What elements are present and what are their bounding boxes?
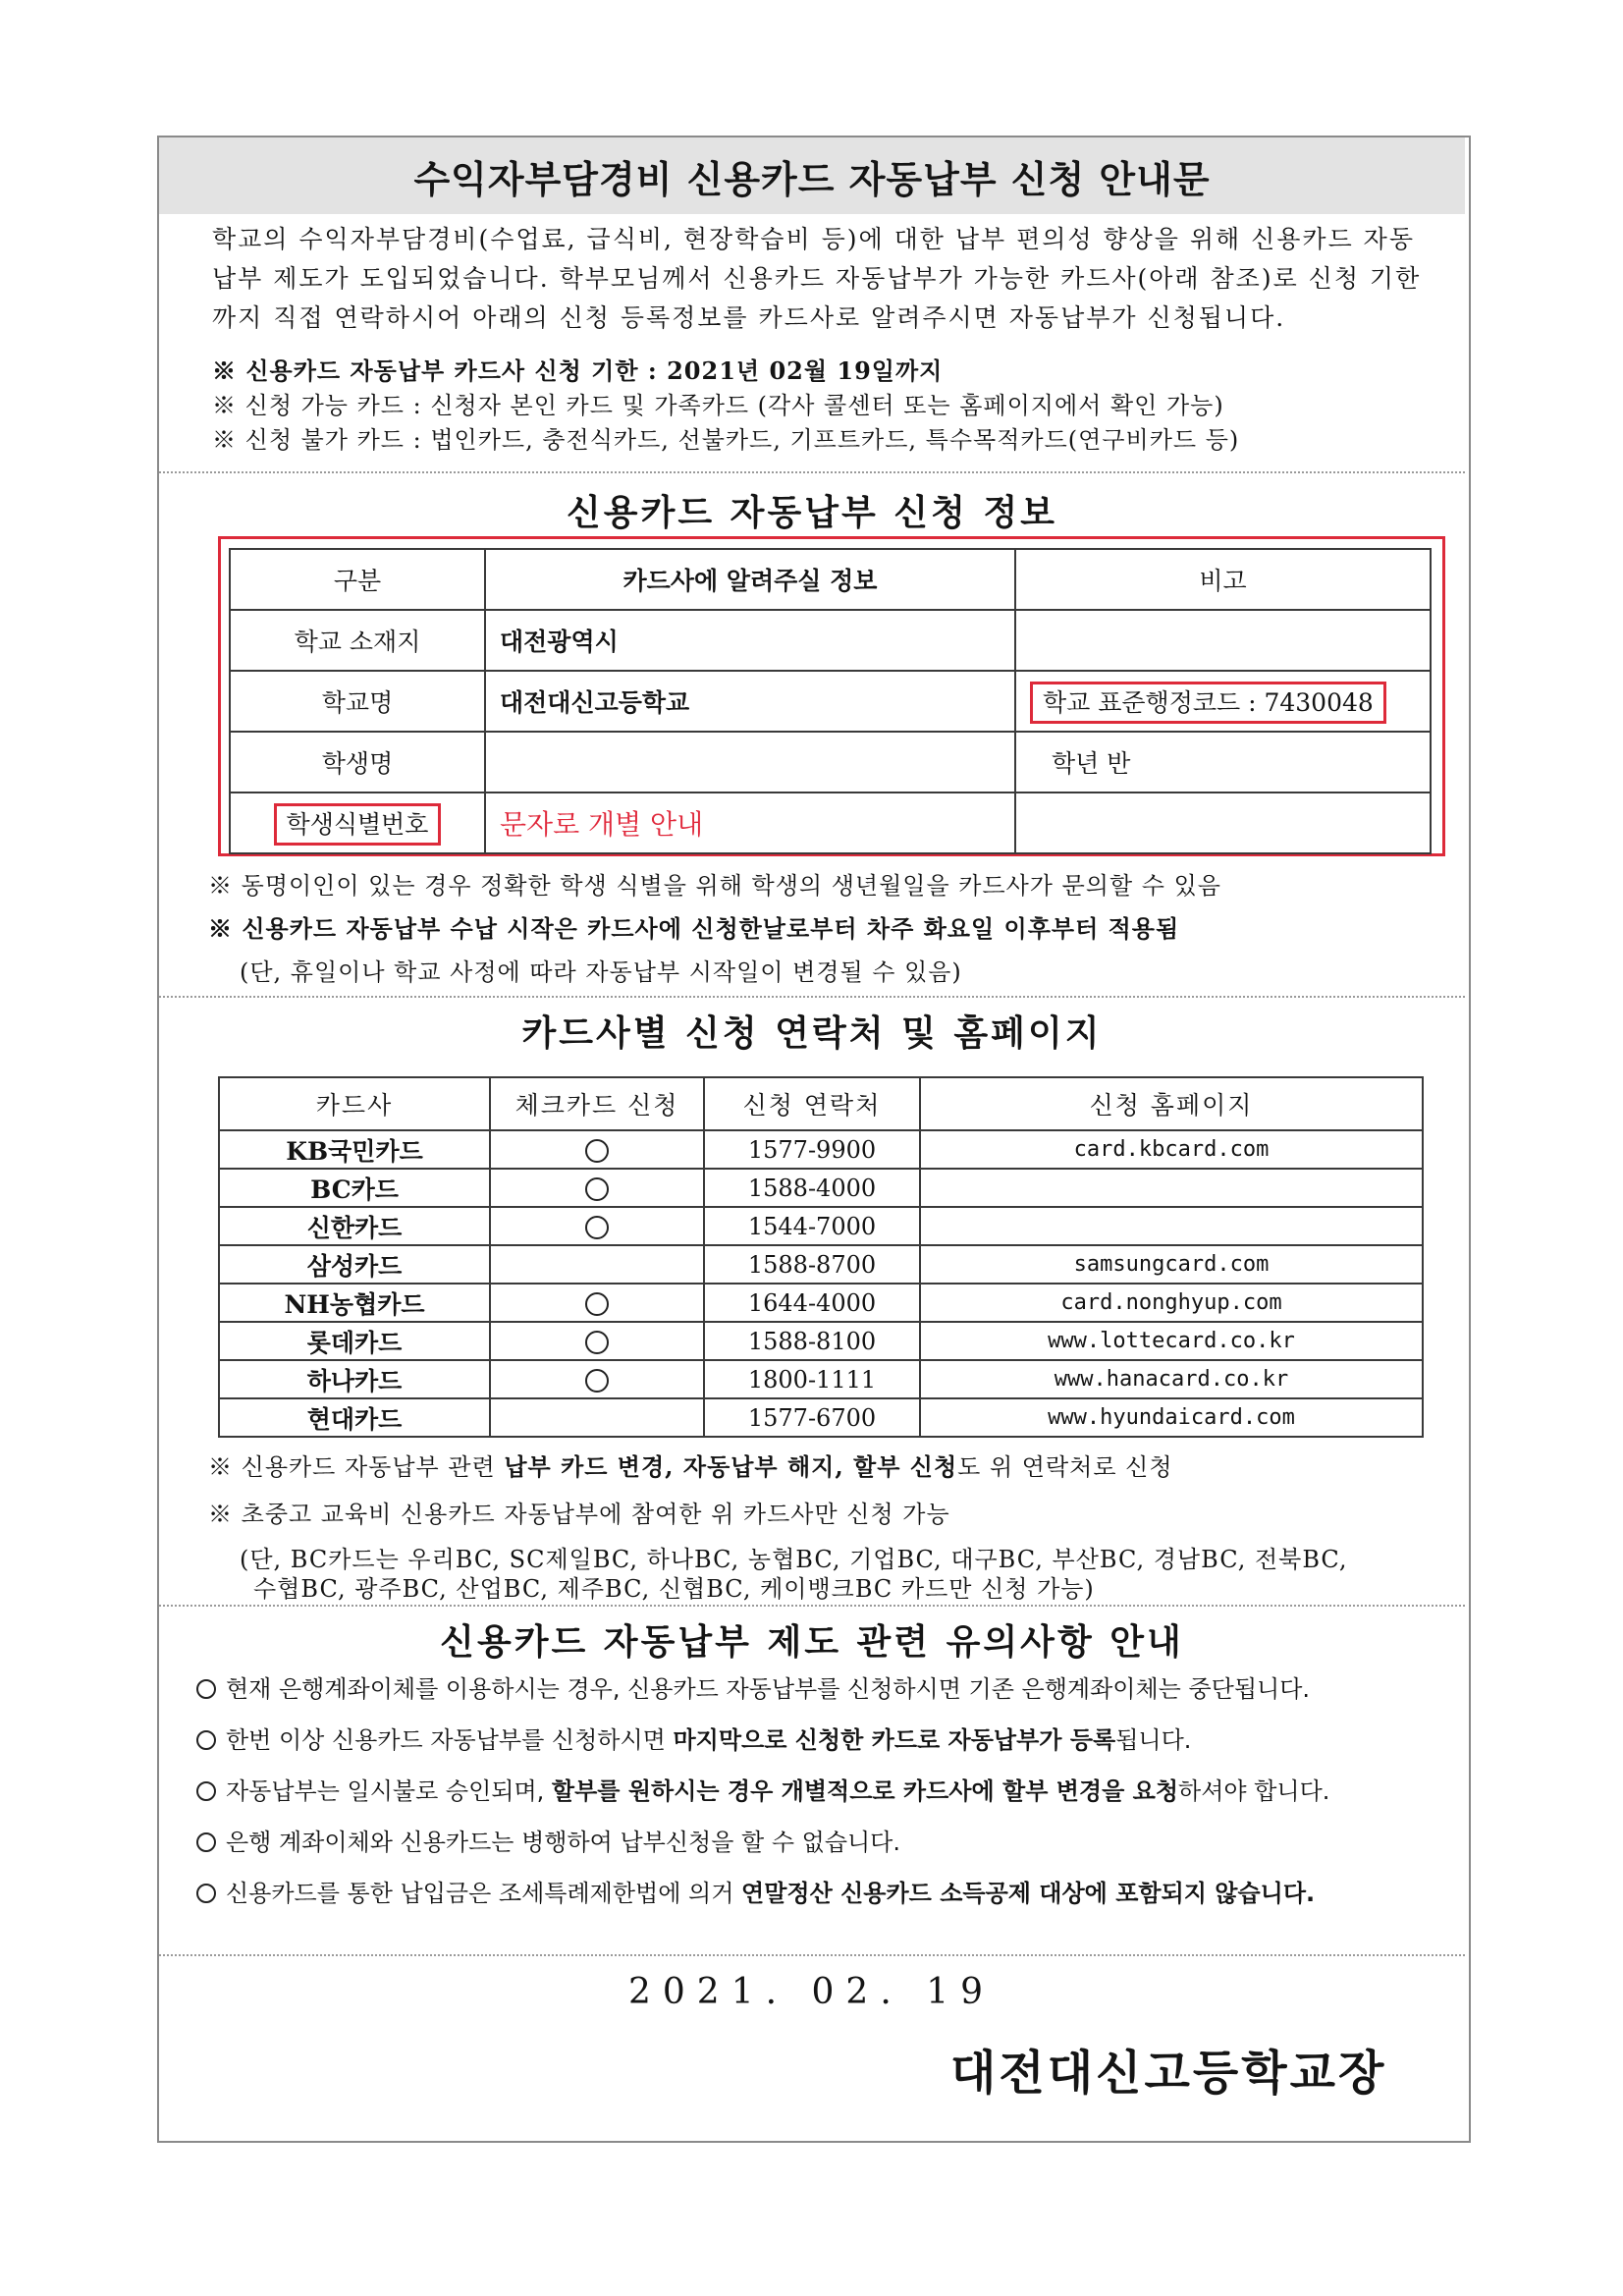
caution-item — [196, 1772, 1329, 1806]
caution-item — [196, 1721, 1191, 1755]
card-homepage: www.hanacard.co.kr — [920, 1360, 1423, 1398]
card-phone: 1588-8100 — [704, 1322, 920, 1360]
card-company-name: NH농협카드 — [219, 1284, 490, 1322]
divider — [159, 471, 1465, 473]
card-phone: 1577-9900 — [704, 1130, 920, 1169]
start-date-exception-note: (단, 휴일이나 학교 사정에 따라 자동납부 시작일이 변경될 수 있음) — [240, 958, 962, 986]
info-value: 대전광역시 — [485, 610, 1015, 671]
circle-icon — [585, 1139, 609, 1163]
school-code-highlight: 학교 표준행정코드 : 7430048 — [1030, 682, 1386, 724]
same-name-note: ※ 동명이인이 있는 경우 정확한 학생 식별을 위해 학생의 생년월일을 카드사가 문의할 수 있음 — [208, 872, 1221, 900]
card-row — [219, 1360, 1423, 1398]
start-date-note: ※ 신용카드 자동납부 수납 시작은 카드사에 신청한날로부터 차주 화요일 이후부터 적용됨 — [208, 914, 1180, 943]
document-date: 2021. 02. 19 — [628, 1972, 996, 2012]
card-phone: 1577-6700 — [704, 1398, 920, 1437]
card-phone: 1588-8700 — [704, 1245, 920, 1284]
principal-signature: 대전대신고등학교장 — [950, 2046, 1387, 2101]
info-value — [485, 732, 1015, 793]
circle-bullet-icon — [196, 1730, 216, 1750]
check-card-mark — [490, 1207, 704, 1245]
info-header-row — [230, 549, 1431, 610]
deadline-note: ※ 신용카드 자동납부 카드사 신청 기한 : 2021년 02월 19일까지 — [212, 356, 944, 385]
card-homepage: card.nonghyup.com — [920, 1284, 1423, 1322]
card-header-company: 카드사 — [219, 1077, 490, 1130]
info-label: 학교명 — [230, 671, 485, 732]
info-note — [1015, 610, 1431, 671]
info-note-cell — [1015, 671, 1431, 732]
caution-item — [196, 1823, 900, 1857]
card-change-note — [208, 1448, 1173, 1482]
circle-icon — [585, 1369, 609, 1393]
info-value: 대전대신고등학교 — [485, 671, 1015, 732]
card-change-suffix: 도 위 연락처로 신청 — [957, 1453, 1173, 1481]
info-note — [1015, 793, 1431, 853]
card-homepage: card.kbcard.com — [920, 1130, 1423, 1169]
circle-icon — [585, 1216, 609, 1239]
student-id-label: 학생식별번호 — [274, 803, 442, 846]
check-card-mark — [490, 1169, 704, 1207]
card-company-name: 하나카드 — [219, 1360, 490, 1398]
card-row — [219, 1245, 1423, 1284]
circle-bullet-icon — [196, 1832, 216, 1852]
check-card-mark — [490, 1130, 704, 1169]
info-value-cell — [485, 793, 1015, 853]
info-row-school-name — [230, 671, 1431, 732]
participating-card-note: ※ 초중고 교육비 신용카드 자동납부에 참여한 위 카드사만 신청 가능 — [208, 1501, 950, 1528]
card-change-bold: 납부 카드 변경, 자동납부 해지, 할부 신청 — [504, 1452, 958, 1481]
circle-bullet-icon — [196, 1679, 216, 1699]
caution-text-pre: 한번 이상 신용카드 자동납부를 신청하시면 — [226, 1726, 674, 1754]
card-header-phone: 신청 연락처 — [704, 1077, 920, 1130]
grade-class-note: 학년 반 — [1015, 732, 1431, 793]
caution-text-bold: 연말정산 신용카드 소득공제 대상에 포함되지 않습니다. — [741, 1880, 1316, 1907]
circle-bullet-icon — [196, 1884, 216, 1903]
card-company-name: BC카드 — [219, 1169, 490, 1207]
card-phone: 1644-4000 — [704, 1284, 920, 1322]
card-section-title: 카드사별 신청 연락처 및 홈페이지 — [521, 1013, 1103, 1054]
eligible-card-note: ※ 신청 가능 카드 : 신청자 본인 카드 및 가족카드 (각사 콜센터 또는 홈페이지에서 확인 가능) — [212, 392, 1224, 419]
info-row-student-id — [230, 793, 1431, 853]
info-label: 학교 소재지 — [230, 610, 485, 671]
info-label-cell — [230, 793, 485, 853]
circle-icon — [585, 1292, 609, 1316]
card-row — [219, 1322, 1423, 1360]
check-card-mark — [490, 1245, 704, 1284]
card-row — [219, 1130, 1423, 1169]
check-card-mark — [490, 1360, 704, 1398]
caution-text-pre: 현재 은행계좌이체를 이용하시는 경우, 신용카드 자동납부를 신청하시면 기존 은행계좌이체는 중단됩니다. — [226, 1675, 1311, 1703]
document-title: 수익자부담경비 신용카드 자동납부 신청 안내문 — [413, 157, 1211, 201]
caution-text-pre: 자동납부는 일시불로 승인되며, — [226, 1777, 552, 1805]
card-company-name: KB국민카드 — [219, 1130, 490, 1169]
card-header-row — [219, 1077, 1423, 1130]
card-row — [219, 1169, 1423, 1207]
info-section-title: 신용카드 자동납부 신청 정보 — [567, 493, 1057, 533]
info-row-student-name — [230, 732, 1431, 793]
info-table — [229, 548, 1432, 854]
caution-text-pre: 신용카드를 통한 납입금은 조세특례제한법에 의거 — [226, 1880, 742, 1907]
card-phone: 1800-1111 — [704, 1360, 920, 1398]
divider — [159, 1605, 1465, 1607]
card-company-name: 현대카드 — [219, 1398, 490, 1437]
card-change-prefix: ※ 신용카드 자동납부 관련 — [208, 1453, 505, 1481]
card-homepage: samsungcard.com — [920, 1245, 1423, 1284]
card-homepage: www.lottecard.co.kr — [920, 1322, 1423, 1360]
circle-bullet-icon — [196, 1781, 216, 1801]
card-homepage: www.hyundaicard.com — [920, 1398, 1423, 1437]
card-row — [219, 1284, 1423, 1322]
title-bar — [159, 137, 1465, 214]
divider — [159, 996, 1465, 998]
card-phone: 1588-4000 — [704, 1169, 920, 1207]
card-row — [219, 1207, 1423, 1245]
check-card-mark — [490, 1322, 704, 1360]
bc-card-note-line2: 수협BC, 광주BC, 산업BC, 제주BC, 신협BC, 케이뱅크BC 카드만 신청 가능) — [253, 1575, 1095, 1603]
caution-text-post: 하셔야 합니다. — [1178, 1777, 1330, 1805]
check-card-mark — [490, 1398, 704, 1437]
card-company-table — [218, 1076, 1424, 1438]
caution-text-bold: 마지막으로 신청한 카드로 자동납부가 등록 — [673, 1726, 1116, 1754]
card-row — [219, 1398, 1423, 1437]
caution-text-pre: 은행 계좌이체와 신용카드는 병행하여 납부신청을 할 수 없습니다. — [226, 1829, 900, 1856]
circle-icon — [585, 1177, 609, 1201]
card-homepage — [920, 1169, 1423, 1207]
card-company-name: 삼성카드 — [219, 1245, 490, 1284]
circle-icon — [585, 1331, 609, 1354]
info-header-remarks: 비고 — [1015, 549, 1431, 610]
caution-section-title: 신용카드 자동납부 제도 관련 유의사항 안내 — [440, 1622, 1184, 1663]
card-header-homepage: 신청 홈페이지 — [920, 1077, 1423, 1130]
caution-text-post: 됩니다. — [1115, 1726, 1192, 1754]
student-id-value: 문자로 개별 안내 — [500, 808, 704, 841]
caution-text-bold: 할부를 원하시는 경우 개별적으로 카드사에 할부 변경을 요청 — [551, 1777, 1179, 1805]
info-row-location — [230, 610, 1431, 671]
divider — [159, 1954, 1465, 1956]
check-card-mark — [490, 1284, 704, 1322]
card-company-name: 롯데카드 — [219, 1322, 490, 1360]
caution-item — [196, 1669, 1310, 1704]
ineligible-card-note: ※ 신청 불가 카드 : 법인카드, 충전식카드, 선불카드, 기프트카드, 특수목적카드(연구비카드 등) — [212, 426, 1240, 454]
info-header-category: 구분 — [230, 549, 485, 610]
card-homepage — [920, 1207, 1423, 1245]
card-company-name: 신한카드 — [219, 1207, 490, 1245]
info-header-info: 카드사에 알려주실 정보 — [485, 549, 1015, 610]
info-label: 학생명 — [230, 732, 485, 793]
card-phone: 1544-7000 — [704, 1207, 920, 1245]
caution-item — [196, 1874, 1315, 1908]
card-header-check: 체크카드 신청 — [490, 1077, 704, 1130]
bc-card-note-line1: (단, BC카드는 우리BC, SC제일BC, 하나BC, 농협BC, 기업BC, 대구BC, 부산BC, 경남BC, 전북BC, — [240, 1546, 1348, 1573]
intro-paragraph: 학교의 수익자부담경비(수업료, 급식비, 현장학습비 등)에 대한 납부 편의성 향상을 위해 신용카드 자동납부 제도가 도입되었습니다. 학부모님께서 신용카드 자동납부가 가능한 카드사(아래 참조)로 신청 기한까지 직접 연락하시어 아래의 신청 등록정보를 카드사로 알려주시면 자동납부가 신청됩니다. — [212, 225, 1422, 332]
